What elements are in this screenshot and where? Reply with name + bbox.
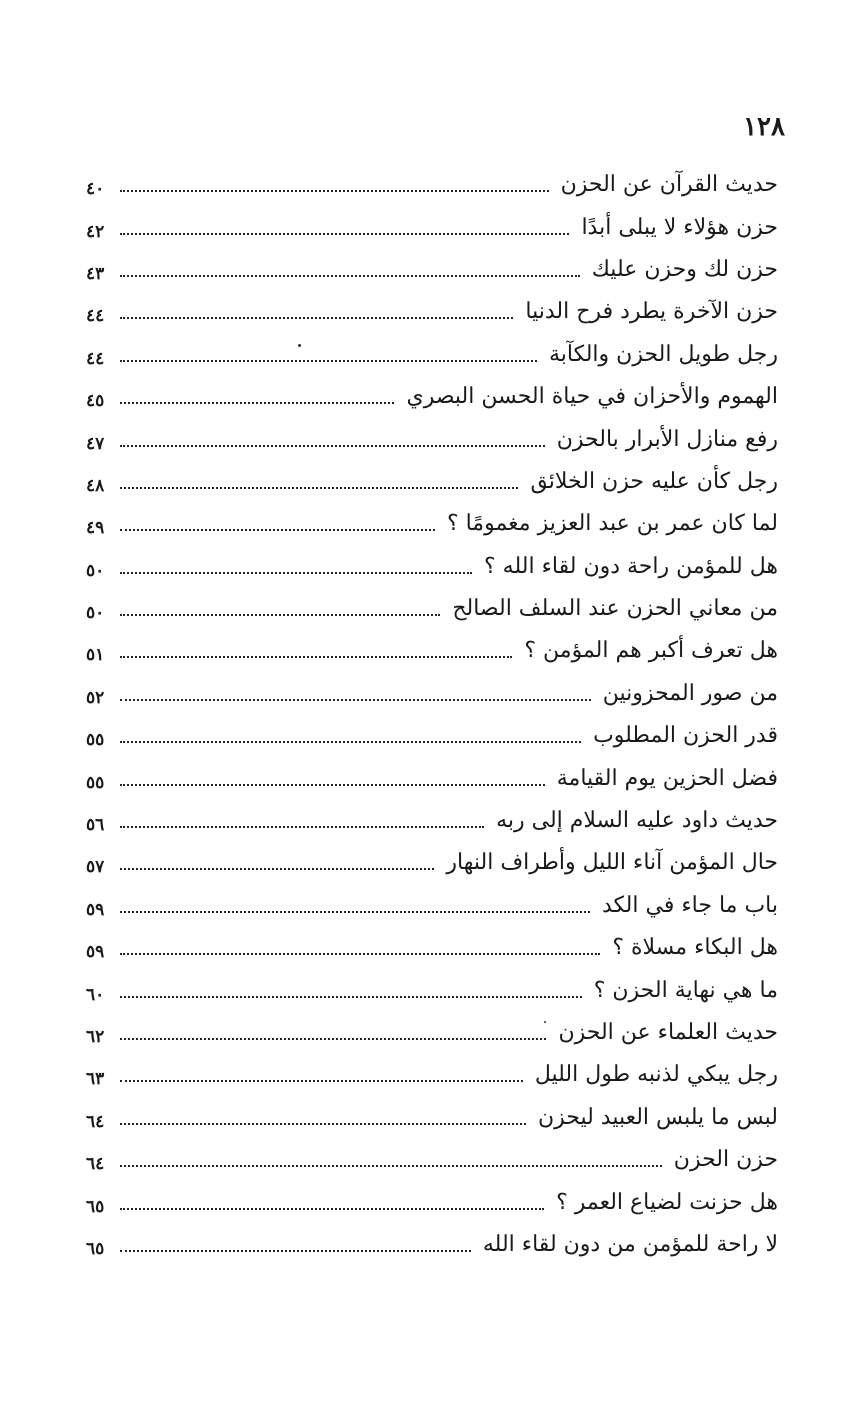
toc-dot-leader — [120, 1250, 471, 1252]
toc-dot-leader — [120, 572, 472, 574]
toc-entry — [86, 969, 778, 1011]
toc-entry-page: ٦٤ — [86, 1154, 105, 1175]
toc-dot-leader — [120, 402, 394, 404]
toc-entry-page: ٦٠ — [86, 984, 105, 1005]
toc-entry-page: ٤٨ — [86, 475, 105, 496]
toc-dot-leader — [120, 826, 484, 828]
toc-entry — [86, 588, 778, 630]
toc-entry — [86, 206, 778, 248]
paper-speck — [298, 344, 301, 347]
toc-entry-page: ٤٥ — [86, 391, 105, 412]
toc-dot-leader — [120, 487, 518, 489]
toc-entry-page: ٤٢ — [86, 221, 105, 242]
toc-dot-leader — [120, 614, 440, 616]
toc-entry-title: حديث العلماء عن الحزن — [558, 1020, 778, 1045]
toc-entry — [86, 673, 778, 715]
toc-dot-leader — [120, 190, 549, 192]
toc-entry-page: ٦٤ — [86, 1111, 105, 1132]
toc-entry — [86, 1181, 778, 1223]
toc-entry-page: ٥٥ — [86, 772, 105, 793]
toc-entry-title: باب ما جاء في الكد — [601, 892, 778, 918]
toc-entry — [86, 842, 778, 884]
toc-entry-page: ٥٩ — [86, 899, 105, 920]
toc-entry-title: حزن هؤلاء لا يبلى أبدًا — [581, 214, 778, 240]
toc-entry-title: رفع منازل الأبرار بالحزن — [556, 426, 778, 452]
toc-dot-leader — [120, 360, 537, 362]
toc-entry-page: ٤٠ — [86, 179, 105, 200]
toc-entry-page: ٥٥ — [86, 730, 105, 751]
toc-entry-title: رجل كأن عليه حزن الخلائق — [530, 468, 778, 494]
toc-entry-page: ٤٩ — [86, 518, 105, 539]
toc-entry-title: حديث القرآن عن الحزن — [560, 172, 778, 198]
toc-entry — [86, 418, 778, 460]
toc-entry-title: هل للمؤمن راحة دون لقاء الله ؟ — [484, 553, 778, 579]
toc-entry — [86, 164, 778, 206]
toc-entry-title: من صور المحزونين — [602, 680, 778, 706]
toc-entry-page: ٥٩ — [86, 942, 105, 963]
toc-entry-title: حزن لك وحزن عليك — [591, 256, 778, 282]
toc-dot-leader — [120, 953, 600, 955]
toc-dot-leader — [120, 1038, 546, 1040]
toc-entry-title: الهموم والأحزان في حياة الحسن البصري — [406, 384, 778, 410]
toc-entry-title: هل البكاء مسلاة ؟ — [612, 935, 778, 961]
toc-entry-page: ٤٤ — [86, 348, 105, 369]
toc-entry-title: فضل الحزين يوم القيامة — [556, 765, 778, 791]
toc-dot-leader — [120, 1208, 544, 1210]
toc-dot-leader — [120, 275, 580, 277]
toc-entry — [86, 885, 778, 927]
toc-entry-page: ٤٣ — [86, 263, 105, 284]
page-number: ١٢٨ — [743, 112, 785, 142]
toc-entry-title: لا راحة للمؤمن من دون لقاء الله — [482, 1231, 778, 1257]
toc-entry-page: ٦٥ — [86, 1196, 105, 1217]
toc-entry — [86, 376, 778, 418]
toc-entry-title: رجل طويل الحزن والكآبة — [548, 341, 778, 367]
toc-dot-leader — [120, 445, 545, 447]
toc-entry-title: هل حزنت لضياع العمر ؟ — [556, 1189, 778, 1215]
toc-entry-page: ٦٢ — [86, 1027, 105, 1047]
toc-dot-leader — [120, 1165, 662, 1167]
toc-entry — [86, 334, 778, 376]
toc-entry — [86, 291, 778, 333]
toc-entry — [86, 546, 778, 588]
toc-entry-title: حزن الآخرة يطرد فرح الدنيا — [525, 299, 778, 325]
toc-dot-leader — [120, 529, 435, 531]
toc-dot-leader — [120, 784, 545, 786]
toc-dot-leader — [120, 996, 582, 998]
toc-entry-page: ٤٤ — [86, 306, 105, 327]
toc-entry-title: حال المؤمن آناء الليل وأطراف النهار — [446, 850, 778, 876]
toc-entry-page: ٦٣ — [86, 1069, 105, 1090]
toc-entry-page: ٥٠ — [86, 603, 105, 624]
toc-dot-leader — [120, 911, 590, 913]
toc-entry-page: ٥٢ — [86, 687, 105, 708]
toc-entry-title: ما هي نهاية الحزن ؟ — [593, 977, 778, 1003]
toc-entry — [86, 757, 778, 799]
toc-entry-title: هل تعرف أكبر هم المؤمن ؟ — [524, 638, 778, 664]
toc-entry — [86, 1139, 778, 1181]
toc-dot-leader — [120, 233, 569, 235]
toc-entry-page: ٥٦ — [86, 815, 105, 836]
toc-entry-title: لبس ما يلبس العبيد ليحزن — [537, 1104, 778, 1130]
paper-speck — [544, 1021, 546, 1023]
toc-entry-title: لما كان عمر بن عبد العزيز مغمومًا ؟ — [446, 511, 778, 537]
toc-dot-leader — [120, 1080, 523, 1082]
toc-entry-page: ٥٧ — [86, 857, 105, 878]
toc-dot-leader — [120, 868, 434, 870]
toc-entry-page: ٥٠ — [86, 560, 105, 581]
toc-entry — [86, 1097, 778, 1139]
toc-dot-leader — [120, 741, 581, 743]
toc-entry-title: حديث داود عليه السلام إلى ربه — [496, 808, 778, 834]
toc-entry-title: رجل يبكي لذنبه طول الليل — [534, 1062, 778, 1088]
toc-entry-page: ٥١ — [86, 645, 105, 666]
toc-entry — [86, 927, 778, 969]
toc-entry-title: قدر الحزن المطلوب — [593, 723, 778, 749]
toc-entry — [86, 1054, 778, 1096]
toc-entry — [86, 461, 778, 503]
toc-entry — [86, 1224, 778, 1266]
toc-entry-page: ٦٥ — [86, 1238, 105, 1259]
toc-entry — [86, 503, 778, 545]
toc-entry-title: من معاني الحزن عند السلف الصالح — [452, 596, 778, 622]
toc-entry — [86, 800, 778, 842]
toc-entry — [86, 249, 778, 291]
toc-entry-page: ٤٧ — [86, 433, 105, 454]
table-of-contents — [86, 164, 778, 1266]
toc-entry — [86, 715, 778, 757]
toc-dot-leader — [120, 699, 591, 701]
toc-entry — [86, 1012, 778, 1054]
toc-entry — [86, 630, 778, 672]
toc-dot-leader — [120, 656, 512, 658]
toc-dot-leader — [120, 1123, 526, 1125]
toc-entry-title: حزن الحزن — [673, 1147, 778, 1173]
toc-dot-leader — [120, 317, 513, 319]
